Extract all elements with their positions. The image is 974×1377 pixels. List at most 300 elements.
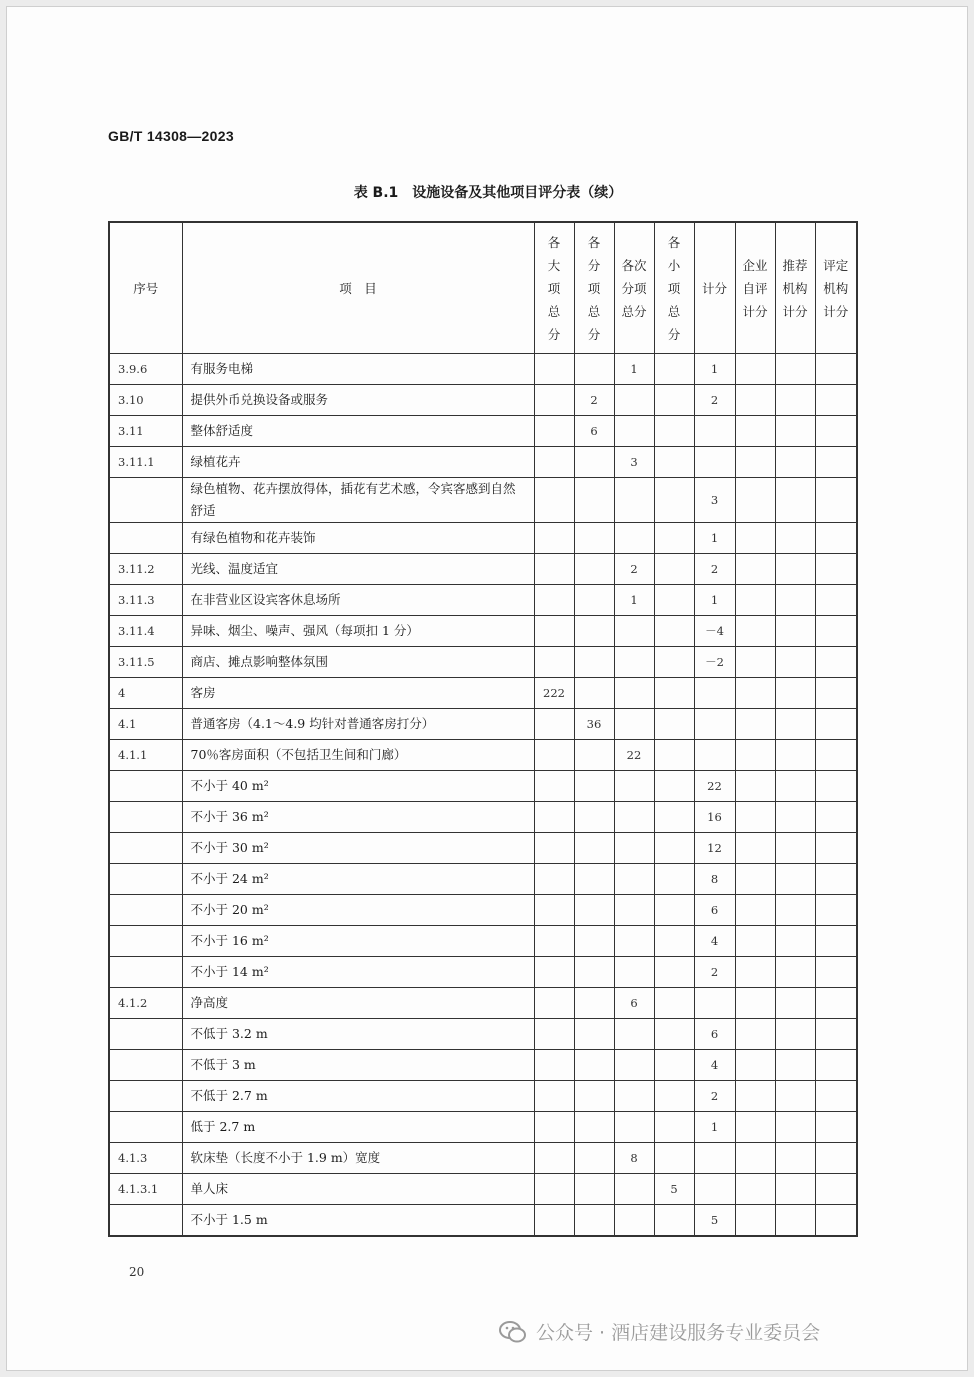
cell-code [109, 478, 182, 523]
cell-item: 有服务电梯 [182, 354, 534, 385]
cell-secondary [614, 802, 654, 833]
cell-minor [654, 585, 694, 616]
cell-major [534, 1174, 574, 1205]
cell-code: 4.1 [109, 709, 182, 740]
cell-sub [574, 1174, 614, 1205]
cell-blank-score [735, 1174, 775, 1205]
cell-sub [574, 1081, 614, 1112]
cell-minor [654, 354, 694, 385]
cell-code [109, 1019, 182, 1050]
cell-minor [654, 833, 694, 864]
col-header-self-eval: 企业自评计分 [735, 222, 775, 354]
cell-sub [574, 833, 614, 864]
cell-blank-score [735, 988, 775, 1019]
table-row [109, 385, 857, 416]
cell-item: 提供外币兑换设备或服务 [182, 385, 534, 416]
cell-major [534, 523, 574, 554]
table-row [109, 740, 857, 771]
cell-blank-score [815, 709, 857, 740]
cell-blank-score [775, 585, 815, 616]
cell-secondary: 8 [614, 1143, 654, 1174]
standard-code: GB/T 14308—2023 [108, 128, 234, 144]
table-row [109, 616, 857, 647]
col-header-minor-total: 各小项总分 [654, 222, 694, 354]
cell-blank-score [735, 1019, 775, 1050]
table-row [109, 1174, 857, 1205]
cell-minor [654, 926, 694, 957]
cell-blank-score [735, 478, 775, 523]
cell-sub [574, 895, 614, 926]
cell-code: 3.11.4 [109, 616, 182, 647]
table-row [109, 478, 857, 523]
cell-blank-score [775, 895, 815, 926]
cell-blank-score [735, 585, 775, 616]
cell-sub [574, 1019, 614, 1050]
cell-blank-score [735, 385, 775, 416]
cell-blank-score [815, 864, 857, 895]
cell-secondary [614, 478, 654, 523]
page-number: 20 [129, 1265, 145, 1279]
cell-code [109, 833, 182, 864]
cell-blank-score [775, 802, 815, 833]
cell-blank-score [775, 1019, 815, 1050]
table-row [109, 416, 857, 447]
cell-score [694, 1143, 735, 1174]
cell-blank-score [735, 1050, 775, 1081]
cell-secondary: 1 [614, 585, 654, 616]
cell-code: 4.1.3 [109, 1143, 182, 1174]
cell-sub [574, 1205, 614, 1237]
cell-blank-score [735, 740, 775, 771]
cell-major [534, 1205, 574, 1237]
cell-item: 不小于 20 m² [182, 895, 534, 926]
cell-blank-score [815, 926, 857, 957]
cell-minor [654, 1050, 694, 1081]
table-row [109, 523, 857, 554]
cell-blank-score [735, 1143, 775, 1174]
cell-item: 普通客房（4.1～4.9 均针对普通客房打分） [182, 709, 534, 740]
cell-blank-score [815, 771, 857, 802]
col-header-recommend: 推荐机构计分 [775, 222, 815, 354]
cell-blank-score [735, 354, 775, 385]
cell-item: 光线、温度适宜 [182, 554, 534, 585]
cell-blank-score [815, 416, 857, 447]
table-row [109, 957, 857, 988]
cell-sub [574, 354, 614, 385]
document-page [6, 6, 968, 1371]
table-row [109, 1205, 857, 1237]
col-header-secondary-total: 各次分项总分 [614, 222, 654, 354]
cell-sub [574, 957, 614, 988]
cell-minor [654, 616, 694, 647]
cell-major [534, 864, 574, 895]
cell-minor [654, 957, 694, 988]
table-row [109, 802, 857, 833]
cell-sub [574, 478, 614, 523]
scoring-table [108, 221, 858, 1237]
table-row [109, 864, 857, 895]
cell-sub [574, 585, 614, 616]
cell-item: 不小于 1.5 m [182, 1205, 534, 1237]
cell-blank-score [775, 478, 815, 523]
cell-blank-score [735, 647, 775, 678]
cell-item: 在非营业区设宾客休息场所 [182, 585, 534, 616]
cell-sub: 2 [574, 385, 614, 416]
cell-sub [574, 988, 614, 1019]
cell-major [534, 709, 574, 740]
cell-sub: 6 [574, 416, 614, 447]
cell-minor [654, 988, 694, 1019]
table-row [109, 1143, 857, 1174]
cell-code [109, 1205, 182, 1237]
cell-major [534, 354, 574, 385]
col-header-assess: 评定机构计分 [815, 222, 857, 354]
cell-code: 3.11.1 [109, 447, 182, 478]
cell-item: 客房 [182, 678, 534, 709]
cell-sub [574, 740, 614, 771]
cell-item: 软床垫（长度不小于 1.9 m）宽度 [182, 1143, 534, 1174]
col-header-item: 项 目 [182, 222, 534, 354]
cell-minor: 5 [654, 1174, 694, 1205]
cell-sub [574, 1112, 614, 1143]
cell-major [534, 1050, 574, 1081]
cell-blank-score [815, 554, 857, 585]
cell-blank-score [775, 988, 815, 1019]
col-header-major-total: 各大项总分 [534, 222, 574, 354]
cell-minor [654, 523, 694, 554]
table-row [109, 354, 857, 385]
cell-blank-score [775, 1143, 815, 1174]
table-row [109, 1050, 857, 1081]
cell-minor [654, 740, 694, 771]
cell-blank-score [815, 647, 857, 678]
cell-minor [654, 478, 694, 523]
cell-code [109, 1081, 182, 1112]
cell-score: 1 [694, 523, 735, 554]
cell-blank-score [775, 678, 815, 709]
cell-blank-score [775, 926, 815, 957]
cell-blank-score [775, 447, 815, 478]
cell-blank-score [735, 771, 775, 802]
cell-blank-score [735, 864, 775, 895]
cell-blank-score [735, 523, 775, 554]
cell-sub [574, 864, 614, 895]
cell-code [109, 771, 182, 802]
cell-item: 不小于 40 m² [182, 771, 534, 802]
cell-score: 2 [694, 957, 735, 988]
cell-item: 70％客房面积（不包括卫生间和门廊） [182, 740, 534, 771]
cell-item: 商店、摊点影响整体氛围 [182, 647, 534, 678]
cell-blank-score [815, 478, 857, 523]
table-row [109, 447, 857, 478]
cell-blank-score [735, 833, 775, 864]
cell-score: 12 [694, 833, 735, 864]
cell-blank-score [815, 833, 857, 864]
cell-blank-score [815, 895, 857, 926]
cell-major [534, 616, 574, 647]
cell-secondary [614, 647, 654, 678]
cell-code: 4 [109, 678, 182, 709]
cell-score [694, 988, 735, 1019]
cell-secondary [614, 1174, 654, 1205]
cell-secondary [614, 864, 654, 895]
cell-score: －2 [694, 647, 735, 678]
cell-code [109, 957, 182, 988]
cell-blank-score [735, 802, 775, 833]
cell-minor [654, 802, 694, 833]
table-row [109, 678, 857, 709]
cell-blank-score [735, 447, 775, 478]
cell-minor [654, 1205, 694, 1237]
cell-blank-score [775, 709, 815, 740]
cell-minor [654, 895, 694, 926]
cell-blank-score [735, 895, 775, 926]
cell-minor [654, 554, 694, 585]
cell-major [534, 740, 574, 771]
cell-item: 不小于 30 m² [182, 833, 534, 864]
cell-score: 8 [694, 864, 735, 895]
cell-blank-score [815, 523, 857, 554]
cell-secondary [614, 1019, 654, 1050]
wechat-icon [498, 1319, 528, 1345]
cell-score: －4 [694, 616, 735, 647]
table-body [109, 354, 857, 1237]
cell-item: 净高度 [182, 988, 534, 1019]
cell-blank-score [775, 616, 815, 647]
cell-score [694, 709, 735, 740]
cell-minor [654, 447, 694, 478]
cell-code: 4.1.2 [109, 988, 182, 1019]
cell-blank-score [775, 1205, 815, 1237]
cell-blank-score [815, 1143, 857, 1174]
cell-major [534, 957, 574, 988]
cell-blank-score [735, 1112, 775, 1143]
cell-secondary [614, 385, 654, 416]
watermark [498, 1318, 820, 1345]
cell-item: 不小于 36 m² [182, 802, 534, 833]
cell-major [534, 988, 574, 1019]
cell-secondary [614, 616, 654, 647]
cell-blank-score [815, 988, 857, 1019]
cell-major [534, 833, 574, 864]
table-header-row [109, 222, 857, 354]
cell-sub [574, 1143, 614, 1174]
cell-secondary [614, 678, 654, 709]
cell-minor [654, 1143, 694, 1174]
cell-item: 整体舒适度 [182, 416, 534, 447]
cell-blank-score [775, 740, 815, 771]
cell-major [534, 585, 574, 616]
cell-code [109, 864, 182, 895]
cell-code [109, 1050, 182, 1081]
cell-blank-score [775, 1081, 815, 1112]
cell-major [534, 554, 574, 585]
cell-blank-score [775, 554, 815, 585]
cell-code: 4.1.3.1 [109, 1174, 182, 1205]
cell-blank-score [815, 802, 857, 833]
cell-secondary [614, 957, 654, 988]
cell-sub [574, 1050, 614, 1081]
cell-secondary [614, 833, 654, 864]
cell-score: 2 [694, 554, 735, 585]
table-row [109, 709, 857, 740]
cell-blank-score [775, 957, 815, 988]
cell-secondary [614, 926, 654, 957]
cell-blank-score [735, 416, 775, 447]
table-row [109, 647, 857, 678]
cell-secondary: 22 [614, 740, 654, 771]
cell-major [534, 771, 574, 802]
col-header-code: 序号 [109, 222, 182, 354]
cell-major [534, 1112, 574, 1143]
cell-score: 4 [694, 926, 735, 957]
table-row [109, 988, 857, 1019]
cell-code: 3.10 [109, 385, 182, 416]
cell-secondary [614, 1205, 654, 1237]
cell-major [534, 1019, 574, 1050]
cell-secondary: 1 [614, 354, 654, 385]
cell-blank-score [735, 616, 775, 647]
cell-score: 2 [694, 1081, 735, 1112]
cell-sub [574, 647, 614, 678]
cell-sub [574, 926, 614, 957]
cell-blank-score [815, 1081, 857, 1112]
cell-minor [654, 771, 694, 802]
cell-blank-score [775, 416, 815, 447]
cell-sub [574, 771, 614, 802]
table-row [109, 771, 857, 802]
cell-sub [574, 554, 614, 585]
cell-major [534, 416, 574, 447]
cell-sub: 36 [574, 709, 614, 740]
cell-score [694, 447, 735, 478]
cell-item: 不小于 16 m² [182, 926, 534, 957]
cell-major: 222 [534, 678, 574, 709]
cell-code [109, 926, 182, 957]
cell-code [109, 802, 182, 833]
cell-major [534, 478, 574, 523]
cell-item: 不低于 3 m [182, 1050, 534, 1081]
cell-secondary: 6 [614, 988, 654, 1019]
cell-blank-score [815, 1050, 857, 1081]
cell-minor [654, 1112, 694, 1143]
cell-minor [654, 709, 694, 740]
cell-secondary: 2 [614, 554, 654, 585]
cell-code: 3.11.2 [109, 554, 182, 585]
cell-blank-score [775, 1050, 815, 1081]
cell-minor [654, 416, 694, 447]
watermark-text: 公众号 · 酒店建设服务专业委员会 [536, 1322, 821, 1344]
table-row [109, 585, 857, 616]
cell-sub [574, 802, 614, 833]
cell-code: 3.9.6 [109, 354, 182, 385]
cell-blank-score [775, 864, 815, 895]
cell-code: 3.11.3 [109, 585, 182, 616]
cell-blank-score [815, 740, 857, 771]
cell-blank-score [815, 616, 857, 647]
cell-item: 低于 2.7 m [182, 1112, 534, 1143]
cell-blank-score [735, 957, 775, 988]
cell-score [694, 740, 735, 771]
col-header-sub-total: 各分项总分 [574, 222, 614, 354]
cell-blank-score [775, 1112, 815, 1143]
cell-score: 1 [694, 354, 735, 385]
cell-score: 2 [694, 385, 735, 416]
cell-score: 22 [694, 771, 735, 802]
cell-blank-score [815, 1112, 857, 1143]
cell-blank-score [775, 1174, 815, 1205]
cell-blank-score [735, 926, 775, 957]
cell-blank-score [815, 1205, 857, 1237]
cell-item: 不小于 24 m² [182, 864, 534, 895]
cell-item: 不低于 2.7 m [182, 1081, 534, 1112]
cell-minor [654, 1081, 694, 1112]
cell-blank-score [775, 647, 815, 678]
cell-score [694, 416, 735, 447]
cell-sub [574, 523, 614, 554]
cell-major [534, 802, 574, 833]
cell-minor [654, 678, 694, 709]
cell-major [534, 895, 574, 926]
cell-blank-score [815, 678, 857, 709]
cell-item: 不小于 14 m² [182, 957, 534, 988]
cell-secondary [614, 416, 654, 447]
cell-item: 绿色植物、花卉摆放得体，插花有艺术感，令宾客感到自然舒适 [182, 478, 534, 523]
table-title: 表 B.1 设施设备及其他项目评分表（续） [353, 185, 623, 201]
cell-secondary: 3 [614, 447, 654, 478]
cell-secondary [614, 895, 654, 926]
cell-sub [574, 616, 614, 647]
table-row [109, 1081, 857, 1112]
cell-blank-score [735, 678, 775, 709]
cell-major [534, 385, 574, 416]
cell-blank-score [735, 709, 775, 740]
cell-score [694, 1174, 735, 1205]
cell-score [694, 678, 735, 709]
cell-code: 3.11 [109, 416, 182, 447]
cell-item: 异味、烟尘、噪声、强风（每项扣 1 分） [182, 616, 534, 647]
cell-minor [654, 385, 694, 416]
cell-blank-score [735, 1205, 775, 1237]
cell-major [534, 1143, 574, 1174]
cell-item: 绿植花卉 [182, 447, 534, 478]
cell-code [109, 895, 182, 926]
cell-score: 16 [694, 802, 735, 833]
cell-score: 6 [694, 895, 735, 926]
cell-code [109, 523, 182, 554]
table-row [109, 833, 857, 864]
cell-item: 单人床 [182, 1174, 534, 1205]
cell-secondary [614, 709, 654, 740]
cell-code: 4.1.1 [109, 740, 182, 771]
cell-item: 有绿色植物和花卉装饰 [182, 523, 534, 554]
cell-secondary [614, 1081, 654, 1112]
cell-score: 4 [694, 1050, 735, 1081]
col-header-score: 计分 [694, 222, 735, 354]
cell-blank-score [815, 957, 857, 988]
cell-minor [654, 647, 694, 678]
cell-blank-score [815, 1019, 857, 1050]
table-row [109, 926, 857, 957]
cell-blank-score [775, 385, 815, 416]
table-row [109, 554, 857, 585]
cell-score: 6 [694, 1019, 735, 1050]
table-row [109, 895, 857, 926]
cell-blank-score [775, 771, 815, 802]
cell-blank-score [815, 1174, 857, 1205]
cell-blank-score [815, 447, 857, 478]
cell-blank-score [775, 523, 815, 554]
